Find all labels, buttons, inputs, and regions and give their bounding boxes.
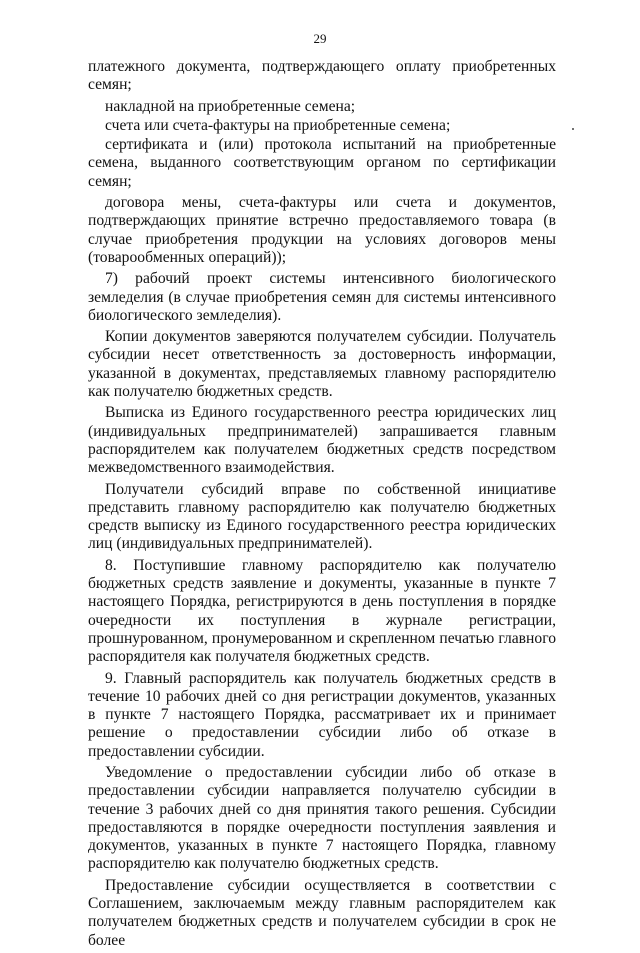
paragraph-certificate: сертификата и (или) протокола испытаний на приобретенные семена, выданного соответствующим органом по сертификации семян;: [88, 136, 556, 190]
paragraph-copies: Копии документов заверяются получателем субсидии. Получатель субсидии несет ответственность за достоверность информации, указанной в документах, представляемых главному распорядителю как получателю бюджетных средств.: [88, 328, 556, 401]
paragraph-own-initiative: Получатели субсидий вправе по собственной инициативе представить главному распорядителю как получателю бюджетных средств выписку из Единого государственного реестра юридических лиц (индивидуальных предпринимателей).: [88, 480, 556, 553]
paragraph-notification: Уведомление о предоставлении субсидии либо об отказе в предоставлении субсидии направляется получателю субсидии в течение 3 рабочих дней со дня принятия такого решения. Субсидии предоставляются в порядке очередности поступления заявления и документов, указанных в пункте 7 настоящего Порядка, главному распорядителю как получателю бюджетных средств.: [88, 763, 556, 873]
paragraph-point-9: 9. Главный распорядитель как получатель бюджетных средств в течение 10 рабочих дней со дня регистрации документов, указанных в пункте 7 настоящего Порядка, рассматривает их и принимает решение о предоставлении субсидии либо об отказе в предоставлении субсидии.: [88, 669, 556, 760]
paragraph-invoice: счета или счета-фактуры на приобретенные семена;: [105, 116, 451, 134]
paragraph-agreement: Предоставление субсидии осуществляется в соответствии с Соглашением, заключаемым между главным распорядителем как получателем бюджетных средств и получателем субсидии в срок не более: [88, 876, 556, 949]
paragraph-registry-extract: Выписка из Единого государственного реестра юридических лиц (индивидуальных предпринимателей) запрашивается главным распорядителем как получателем бюджетных средств посредством межведомственного взаимодействия.: [88, 404, 556, 477]
paragraph-point-8: 8. Поступившие главному распорядителю как получателю бюджетных средств заявление и документы, указанные в пункте 7 настоящего Порядка, регистрируются в день поступления в порядке очередности их поступления в журнале регистрации, прошнурованном, пронумерованном и скрепленном печатью главного распорядителя как получателя бюджетных средств.: [88, 556, 556, 666]
paragraph-payment-document: платежного документа, подтверждающего оплату приобретенных семян;: [88, 58, 556, 94]
page-number: 29: [313, 31, 327, 46]
paragraph-invoice-waybill: накладной на приобретенные семена;: [105, 97, 356, 115]
document-body: [88, 58, 556, 953]
paragraph-barter-contract: договора мены, счета-фактуры или счета и документов, подтверждающих принятие встречно предоставляемого товара (в случае приобретения продукции на условиях договоров мены (товарообменных операций));: [88, 194, 556, 266]
scan-speck: [572, 128, 574, 130]
paragraph-item-7: 7) рабочий проект системы интенсивного биологического земледелия (в случае приобретения семян для системы интенсивного биологического земледелия).: [88, 270, 556, 324]
